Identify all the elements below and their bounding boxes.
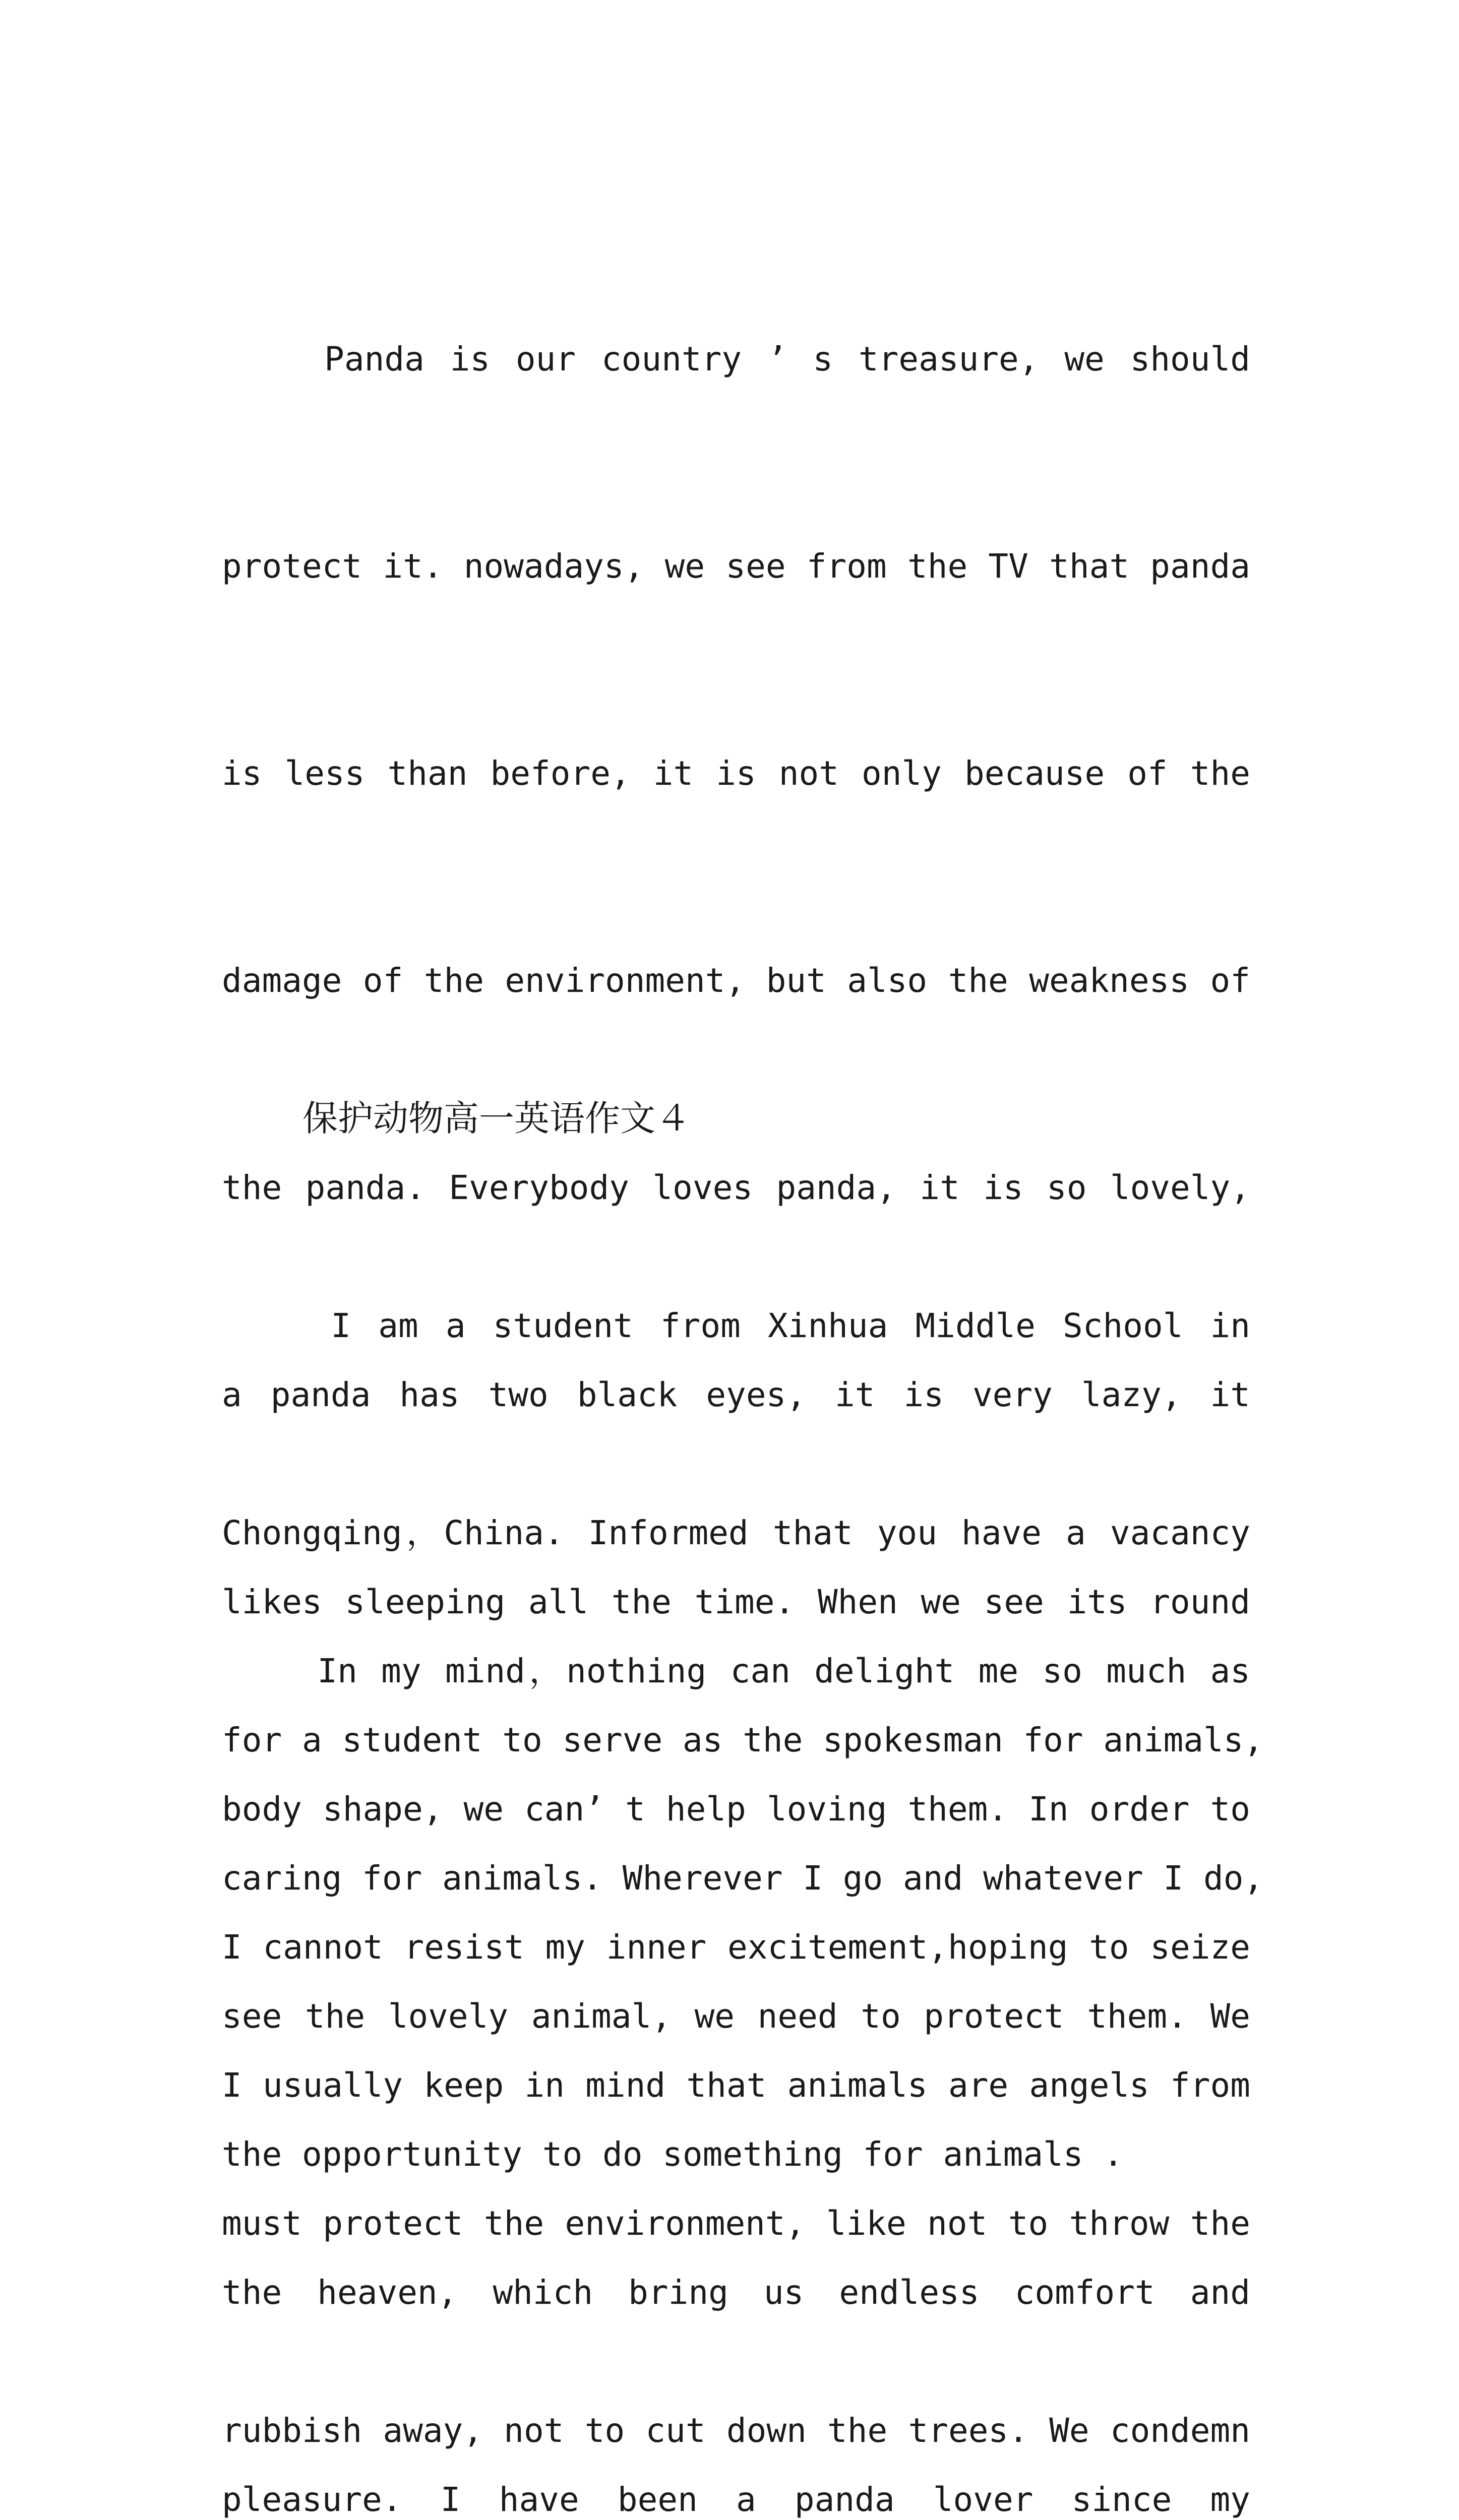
paragraph-caring-animals — [222, 1498, 1264, 2520]
essay-heading: 保护动物高一英语作文４ — [302, 1098, 691, 1139]
text-line: body shape, we can’ t help loving them. In order to — [222, 1790, 1250, 1829]
text-line: I cannot resist my inner excitement,hoping to seize — [222, 1928, 1250, 1967]
text-line: protect it. nowadays, we see from the TV that panda — [222, 547, 1250, 586]
text-line: pleasure. I have been a panda lover since my — [222, 2480, 1250, 2519]
text-line: rubbish away, not to cut down the trees. We condemn — [222, 2411, 1250, 2450]
text-line: damage of the environment, but also the weakness of — [222, 961, 1250, 1000]
text-line: I usually keep in mind that animals are angels from — [222, 2066, 1250, 2105]
text-line: a panda has two black eyes, it is very lazy, it — [222, 1375, 1250, 1414]
text-line: must protect the environment, like not to throw the — [222, 2204, 1250, 2243]
text-line: is less than before, it is not only because of the — [222, 754, 1250, 793]
text-line: In my mind，nothing can delight me so much as — [222, 1652, 1250, 1690]
text-line: caring for animals. Wherever I go and whatever I do, — [222, 1859, 1264, 1898]
text-line: the opportunity to do something for animals . — [222, 2135, 1124, 2174]
text-line: see the lovely animal, we need to protect them. We — [222, 1997, 1250, 2036]
text-line: Chongqing，China. Informed that you have a vacancy — [222, 1514, 1250, 1552]
text-line: Panda is our country ’ s treasure, we should — [222, 340, 1250, 379]
text-line: the panda. Everybody loves panda, it is so lovely, — [222, 1168, 1250, 1207]
text-line: likes sleeping all the time. When we see its round — [222, 1583, 1250, 1621]
text-line: for a student to serve as the spokesman for animals, — [222, 1721, 1264, 1759]
text-line: the heaven, which bring us endless comfort and — [222, 2273, 1250, 2312]
text-line: I am a student from Xinhua Middle School in — [222, 1306, 1250, 1345]
